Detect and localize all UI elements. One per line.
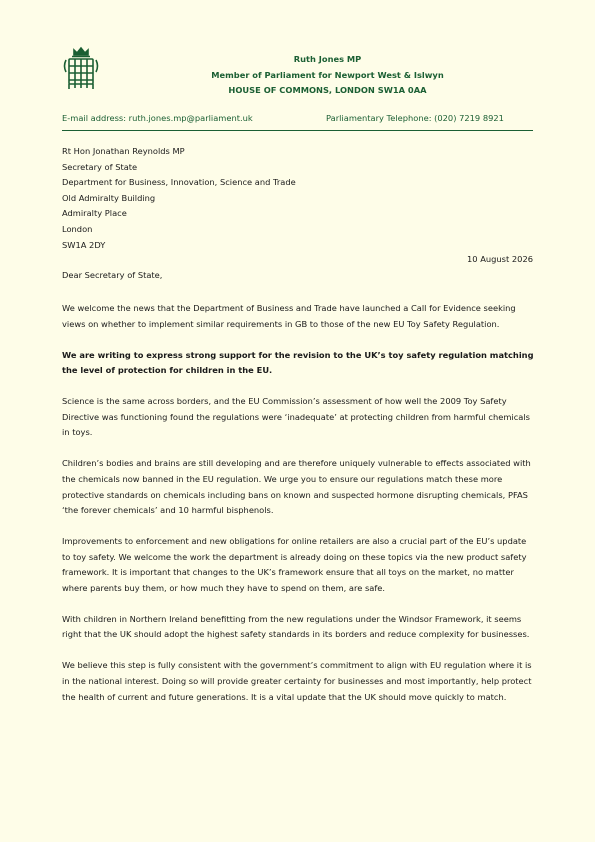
body-paragraph-bold: We are writing to express strong support for the revision to the UK’s toy safety regulation matching the level of protection for children in the EU.: [62, 349, 534, 376]
header-divider: [62, 130, 533, 131]
recipient-line: Old Admiralty Building: [62, 192, 156, 203]
office-address: HOUSE OF COMMONS, LONDON SW1A 0AA: [228, 85, 427, 95]
letter-date: 10 August 2026: [467, 254, 533, 264]
telephone: Parliamentary Telephone: (020) 7219 8921: [326, 113, 504, 123]
mp-name: Ruth Jones MP: [293, 54, 362, 64]
recipient-line: Admiralty Place: [62, 208, 127, 219]
body-paragraph: Children’s bodies and brains are still developing and are therefore uniquely vulnerable to effects associated with the chemicals now banned in the EU regulation. We urge you to ensure our regulations match these more protective standards on chemicals including bans on known and suspected hormone disrupting chemicals, PFAS ‘the forever chemicals’ and 10 harmful bisphenols.: [62, 458, 531, 516]
recipient-address: [62, 144, 296, 253]
body-paragraph: We believe this step is fully consistent with the government’s commitment to align with EU regulation where it is in the national interest. Doing so will provide greater certainty for businesses and most importantly, help protect the health of current and future generations. It is a vital update that the UK should move quickly to match.: [62, 660, 532, 702]
email-address: E-mail address: ruth.jones.mp@parliament.uk: [62, 113, 253, 123]
letterhead: [112, 52, 543, 99]
recipient-line: Secretary of State: [62, 161, 138, 172]
body-paragraph: Improvements to enforcement and new obligations for online retailers are also a crucial part of the EU’s update to toy safety. We welcome the work the department is already doing on these topics via the new product safety framework. It is important that changes to the UK’s framework ensure that all toys on the market, no matter where parents buy them, or how much they have to spend on them, are safe.: [62, 536, 527, 593]
body-paragraph: With children in Northern Ireland benefitting from the new regulations under the Windsor Framework, it seems right that the UK should adopt the highest safety standards in its borders and reduce complexity for businesses.: [62, 613, 530, 640]
portcullis-icon: [60, 46, 102, 92]
letter-body: [62, 301, 537, 721]
recipient-line: Rt Hon Jonathan Reynolds MP: [62, 146, 185, 156]
mp-role: Member of Parliament for Newport West & Islwyn: [211, 69, 444, 80]
body-paragraph: We welcome the news that the Department of Business and Trade have launched a Call for Evidence seeking views on whether to implement similar requirements in GB to those of the new EU Toy Safety Regulation.: [62, 303, 516, 329]
recipient-line: Department for Business, Innovation, Science and Trade: [62, 177, 296, 188]
body-paragraph: Science is the same across borders, and the EU Commission’s assessment of how well the 2009 Toy Safety Directive was functioning found the regulations were ‘inadequate’ at protecting children from harmful chemicals in toys.: [62, 396, 530, 438]
recipient-line: London: [62, 223, 93, 234]
salutation: Dear Secretary of State,: [62, 270, 163, 280]
recipient-line: SW1A 2DY: [62, 239, 106, 250]
